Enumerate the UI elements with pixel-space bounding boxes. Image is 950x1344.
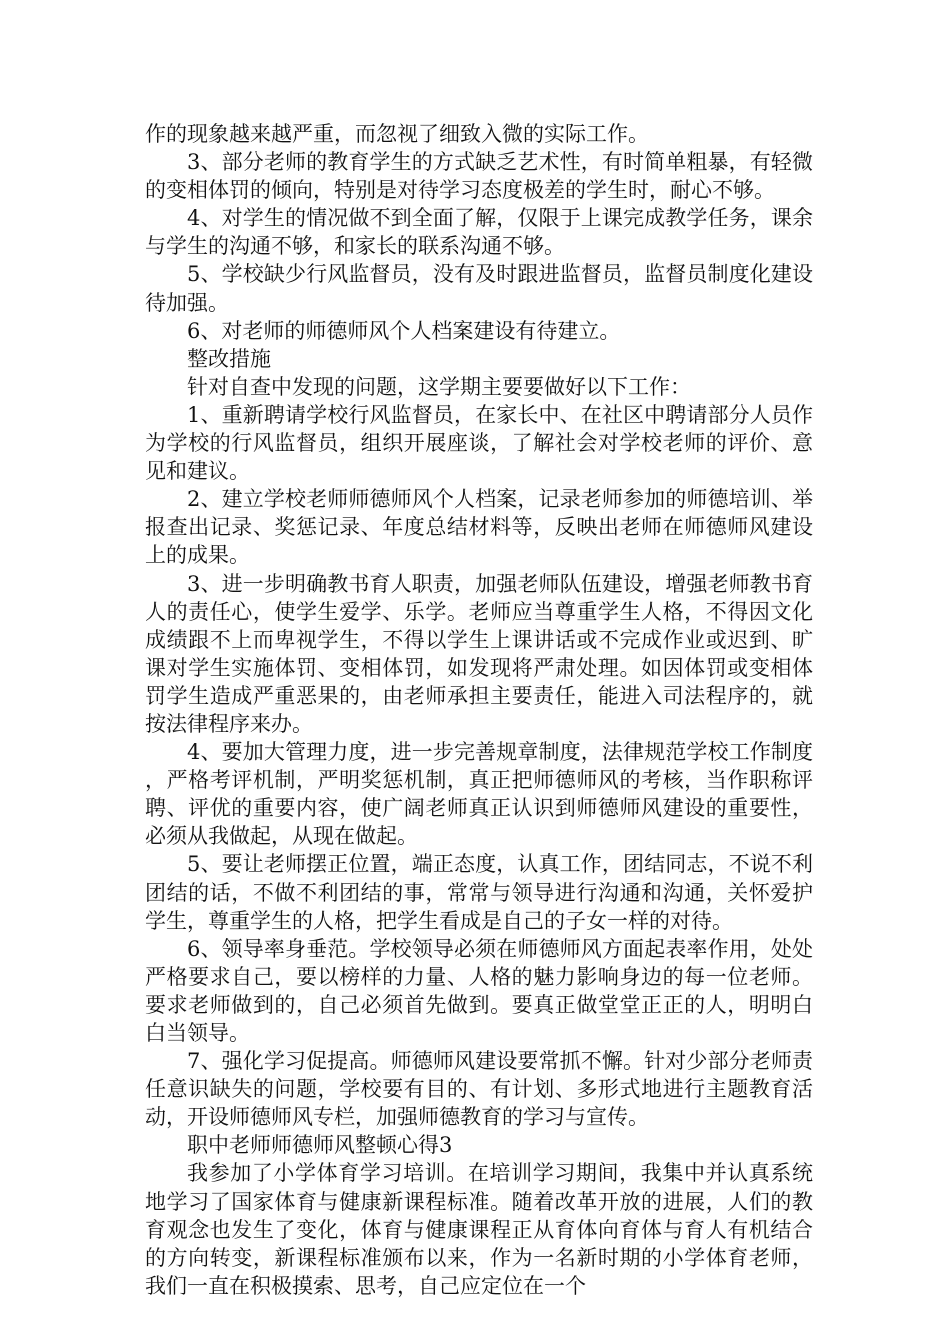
paragraph: 4、要加大管理力度，进一步完善规章制度，法律规范学校工作制度，严格考评机制，严明奖惩机制，真正把师德师风的考核，当作职称评聘、评优的重要内容，使广阔老师真正认识到师德师风建设的重要性，必须从我做起，从现在做起。 bbox=[145, 740, 813, 849]
paragraph: 针对自查中发现的问题，这学期主要要做好以下工作： bbox=[187, 374, 691, 399]
paragraph: 7、强化学习促提高。师德师风建设要常抓不懈。针对少部分老师责任意识缺失的问题，学校要有目的、有计划、多形式地进行主题教育活动，开设师德师风专栏，加强师德教育的学习与宣传。 bbox=[145, 1049, 813, 1130]
paragraph: 1、重新聘请学校行风监督员，在家长中、在社区中聘请部分人员作为学校的行风监督员，组织开展座谈，了解社会对学校老师的评价、意见和建议。 bbox=[145, 402, 813, 484]
paragraph: 作的现象越来越严重，而忽视了细致入微的实际工作。 bbox=[145, 122, 649, 146]
paragraph: 5、学校缺少行风监督员，没有及时跟进监督员，监督员制度化建设待加强。 bbox=[145, 262, 813, 315]
paragraph: 3、部分老师的教育学生的方式缺乏艺术性，有时简单粗暴，有轻微的变相体罚的倾向，特别是对待学习态度极差的学生时，耐心不够。 bbox=[145, 150, 813, 203]
paragraph: 5、要让老师摆正位置，端正态度，认真工作，团结同志，不说不利团结的话，不做不利团结的事，常常与领导进行沟通和沟通，关怀爱护学生，尊重学生的人格，把学生看成是自己的子女一样的对待。 bbox=[145, 852, 813, 933]
section-heading: 整改措施 bbox=[187, 346, 271, 371]
paragraph: 4、对学生的情况做不到全面了解，仅限于上课完成教学任务，课余与学生的沟通不够，和家长的联系沟通不够。 bbox=[145, 206, 813, 259]
paragraph: 6、领导率身垂范。学校领导必须在师德师风方面起表率作用，处处严格要求自己，要以榜样的力量、人格的魅力影响身边的每一位老师。要求老师做到的，自己必须首先做到。要真正做堂堂正正的人，明明白白当领导。 bbox=[145, 936, 813, 1045]
paragraph: 2、建立学校老师师德师风个人档案，记录老师参加的师德培训、举报查出记录、奖惩记录、年度总结材料等，反映出老师在师德师风建设上的成果。 bbox=[145, 487, 813, 568]
paragraph: 6、对老师的师德师风个人档案建设有待建立。 bbox=[187, 318, 621, 343]
document-page bbox=[145, 120, 813, 1300]
section-heading: 职中老师师德师风整顿心得3 bbox=[187, 1133, 453, 1158]
paragraph: 我参加了小学体育学习培训。在培训学习期间，我集中并认真系统地学习了国家体育与健康新课程标准。随着改革开放的进展，人们的教育观念也发生了变化，体育与健康课程正从育体向育体与育人有机结合的方向转变，新课程标准颁布以来，作为一名新时期的小学体育老师，我们一直在积极摸索、思考，自己应定位在一个 bbox=[145, 1161, 813, 1298]
paragraph: 3、进一步明确教书育人职责，加强老师队伍建设，增强老师教书育人的责任心，使学生爱学、乐学。老师应当尊重学生人格，不得因文化成绩跟不上而卑视学生，不得以学生上课讲话或不完成作业或迟到、旷课对学生实施体罚、变相体罚，如发现将严肃处理。如因体罚或变相体罚学生造成严重恶果的，由老师承担主要责任，能进入司法程序的，就按法律程序来办。 bbox=[145, 571, 813, 736]
